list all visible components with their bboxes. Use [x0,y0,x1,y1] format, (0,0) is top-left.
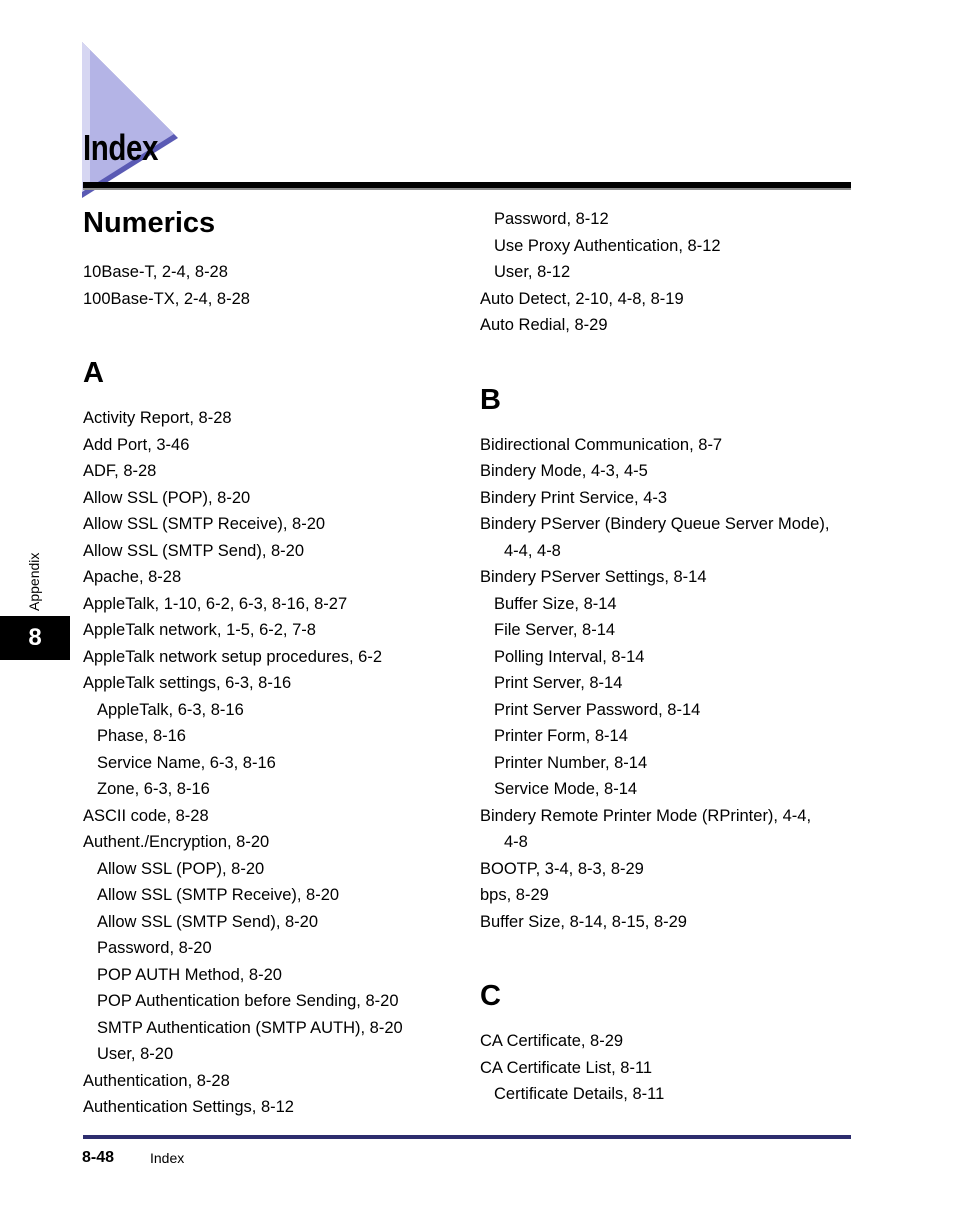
section-heading: C [480,980,501,1012]
footer-section-label: Index [150,1150,185,1166]
chapter-number-tab: 8 [0,616,70,660]
index-entry: Add Port, 3-46 [83,435,190,454]
index-right-column [480,206,865,1108]
index-entry: Bindery Print Service, 4-3 [480,488,668,507]
index-entry: 100Base-TX, 2-4, 8-28 [83,289,250,308]
index-subentry: SMTP Authentication (SMTP AUTH), 8-20 [97,1018,403,1037]
index-subentry: Service Name, 6-3, 8-16 [97,753,276,772]
index-entry-continuation: 4-8 [504,833,528,851]
index-subentry: POP Authentication before Sending, 8-20 [97,992,399,1010]
index-entry: BOOTP, 3-4, 8-3, 8-29 [480,859,644,878]
index-subentry: File Server, 8-14 [494,621,616,639]
index-subentry: Password, 8-12 [494,210,609,228]
index-subentry: Use Proxy Authentication, 8-12 [494,236,721,255]
index-entry: Auto Detect, 2-10, 4-8, 8-19 [480,289,684,308]
index-entry: 10Base-T, 2-4, 8-28 [83,263,228,281]
index-entry: Bidirectional Communication, 8-7 [480,435,723,454]
index-entry: Bindery PServer Settings, 8-14 [480,568,707,586]
index-section-a-continued [480,206,865,339]
index-subentry: AppleTalk, 6-3, 8-16 [97,700,244,719]
index-entry: Auto Redial, 8-29 [480,316,608,334]
index-entry: Authentication Settings, 8-12 [83,1098,294,1116]
index-entry: Allow SSL (SMTP Send), 8-20 [83,541,305,560]
index-subentry: POP AUTH Method, 8-20 [97,965,282,984]
index-subentry: Phase, 8-16 [97,727,186,745]
index-subentry: Printer Number, 8-14 [494,753,648,772]
section-heading: B [480,383,501,416]
index-entry: Authentication, 8-28 [83,1071,230,1090]
index-entry: bps, 8-29 [480,886,549,904]
index-subentry: Zone, 6-3, 8-16 [97,780,210,798]
index-entry: Authent./Encryption, 8-20 [83,833,270,851]
index-entry: Allow SSL (POP), 8-20 [83,488,251,507]
index-entry: Activity Report, 8-28 [83,409,232,427]
index-entry: Bindery Remote Printer Mode (RPrinter), 4-4, [480,806,812,825]
index-subentry: Allow SSL (SMTP Send), 8-20 [97,912,319,931]
chapter-triangle-graphic [82,42,182,202]
section-heading: A [83,357,104,389]
footer-rule [83,1135,851,1139]
index-subentry: Buffer Size, 8-14 [494,594,617,613]
index-subentry: Service Mode, 8-14 [494,780,638,798]
index-section-c [480,979,865,1108]
chapter-side-label-text: Appendix [26,552,42,611]
index-entry: AppleTalk network, 1-5, 6-2, 7-8 [83,621,316,639]
index-entry: CA Certificate List, 8-11 [480,1058,653,1077]
index-section-a [83,356,468,1121]
index-subentry: User, 8-12 [494,263,571,281]
index-entry: Bindery Mode, 4-3, 4-5 [480,462,648,480]
header-rule-shadow [83,188,851,190]
index-left-column [83,206,468,1121]
index-section-numerics [83,206,468,312]
index-entry: CA Certificate, 8-29 [480,1032,624,1050]
index-section-b [480,383,865,936]
index-subentry: Allow SSL (SMTP Receive), 8-20 [97,886,340,904]
index-subentry: Print Server Password, 8-14 [494,700,701,719]
section-heading: Numerics [83,207,216,239]
index-subentry: Certificate Details, 8-11 [494,1085,665,1103]
page-title: Index [83,127,159,168]
index-subentry: Password, 8-20 [97,939,212,957]
index-subentry: Polling Interval, 8-14 [494,647,645,666]
index-subentry: Printer Form, 8-14 [494,727,628,745]
index-subentry: Allow SSL (POP), 8-20 [97,859,265,878]
index-entry: ADF, 8-28 [83,462,157,480]
index-entry: AppleTalk network setup procedures, 6-2 [83,647,382,666]
index-entry: Apache, 8-28 [83,568,182,586]
index-subentry: Print Server, 8-14 [494,674,623,692]
index-entry: AppleTalk, 1-10, 6-2, 6-3, 8-16, 8-27 [83,594,348,613]
index-entry: Allow SSL (SMTP Receive), 8-20 [83,515,326,533]
index-entry-continuation: 4-4, 4-8 [504,541,561,560]
index-entry: AppleTalk settings, 6-3, 8-16 [83,674,292,692]
index-entry: ASCII code, 8-28 [83,806,209,825]
footer-page-number: 8-48 [82,1149,115,1166]
index-entry: Buffer Size, 8-14, 8-15, 8-29 [480,912,687,931]
index-entry: Bindery PServer (Bindery Queue Server Mode), [480,515,830,533]
index-subentry: User, 8-20 [97,1045,174,1063]
